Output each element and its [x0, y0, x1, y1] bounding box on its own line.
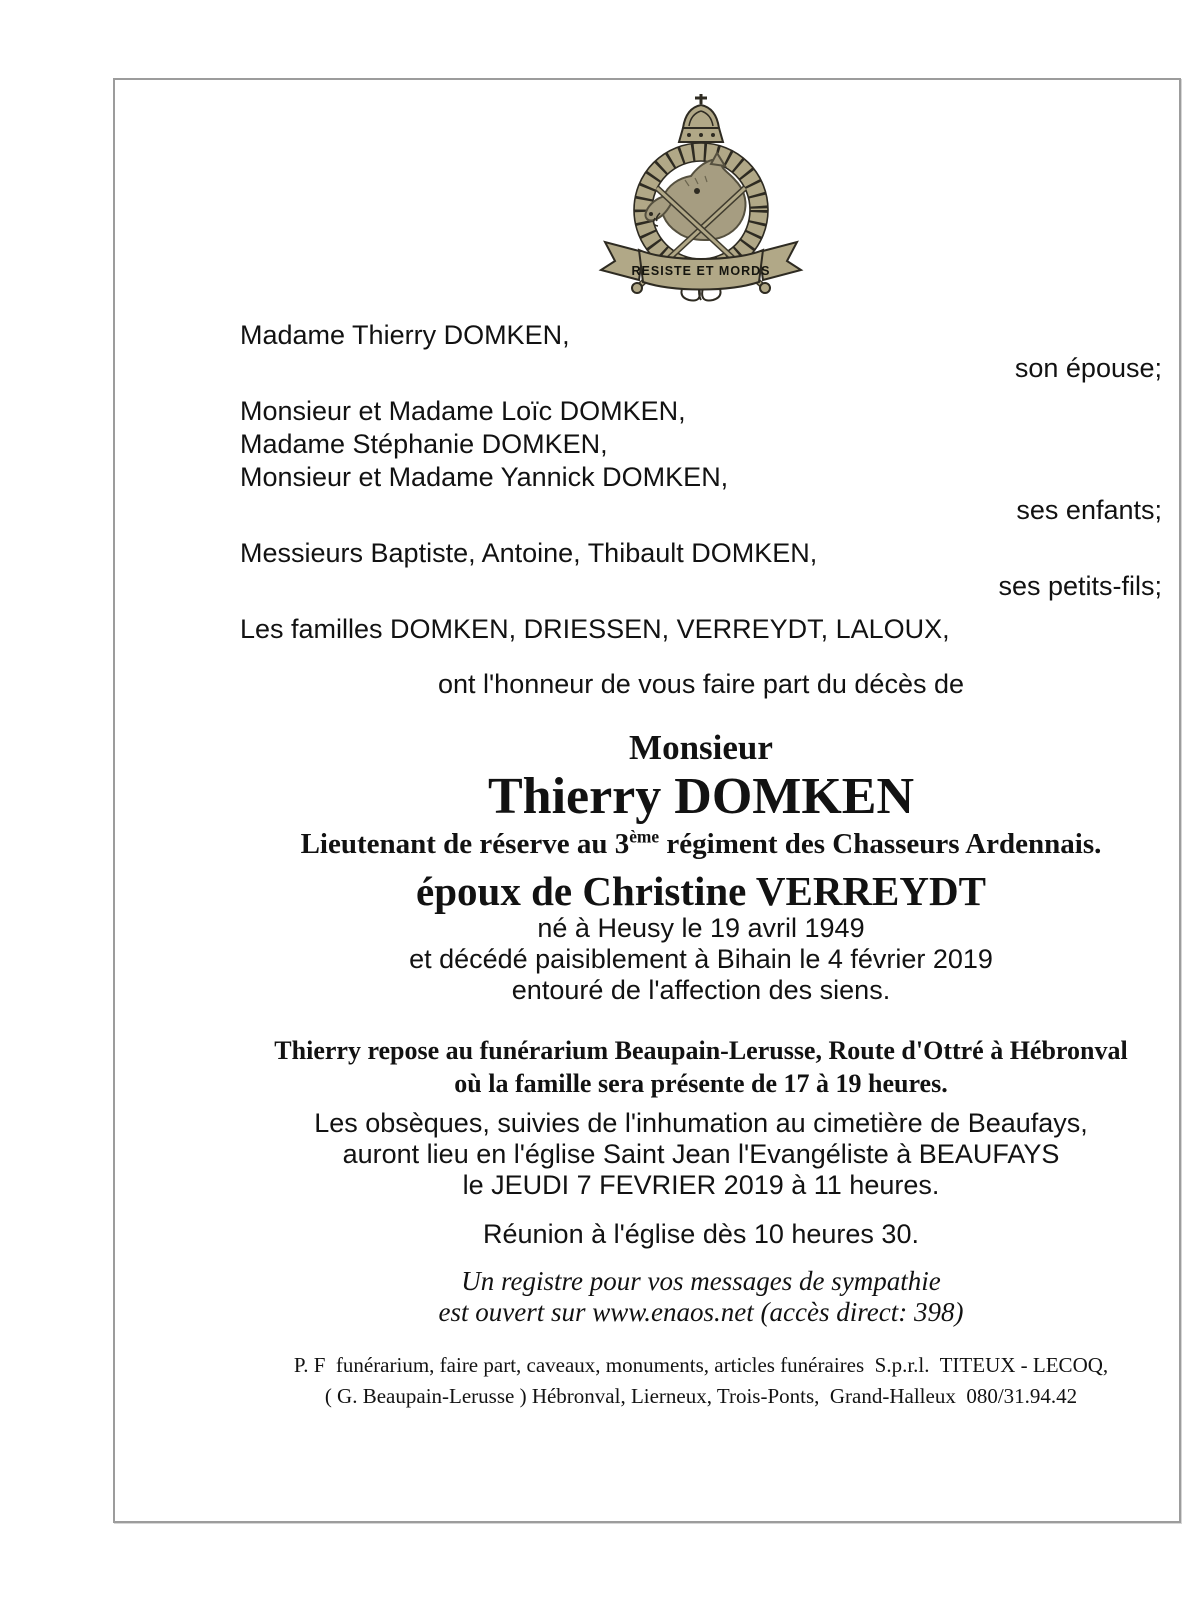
rank-line: [240, 825, 1162, 863]
relative-spouse: Madame Thierry DOMKEN,: [240, 320, 570, 350]
birth-line: né à Heusy le 19 avril 1949: [537, 913, 865, 943]
footer-line-2: ( G. Beaupain-Lerusse ) Hébronval, Lierneux, Trois-Ponts, Grand-Halleux 080/31.94.42: [324, 1384, 1078, 1408]
register-line-2: est ouvert sur www.enaos.net (accès direct: 398): [438, 1297, 964, 1327]
death-line: et décédé paisiblement à Bihain le 4 février 2019: [409, 944, 993, 974]
relative-child-1: Monsieur et Madame Loïc DOMKEN,: [240, 396, 686, 426]
rank-prefix: Lieutenant de réserve au 3: [300, 828, 630, 860]
relation-grandsons: ses petits-fils;: [998, 571, 1162, 601]
footer-line-1: P. F funérarium, faire part, caveaux, monuments, articles funéraires S.p.r.l. TITEUX - LECOQ,: [293, 1353, 1109, 1377]
visitation-line-1: Thierry repose au funérarium Beaupain-Lerusse, Route d'Ottré à Hébronval: [274, 1036, 1128, 1065]
relation-children: ses enfants;: [1016, 495, 1162, 525]
motto-ribbon: [601, 242, 801, 290]
rank-suffix: régiment des Chasseurs Ardennais.: [659, 828, 1102, 860]
relative-child-2: Madame Stéphanie DOMKEN,: [240, 429, 608, 459]
relative-families: Les familles DOMKEN, DRIESSEN, VERREYDT, LALOUX,: [240, 614, 950, 644]
register-line-1: Un registre pour vos messages de sympathie: [461, 1266, 941, 1296]
rank-superscript: ème: [629, 826, 660, 847]
motto-text: RESISTE ET MORDS: [631, 264, 771, 278]
funeral-line-1: Les obsèques, suivies de l'inhumation au cimetière de Beaufays,: [314, 1108, 1088, 1138]
funeral-line-2: auront lieu en l'église Saint Jean l'Evangéliste à BEAUFAYS: [342, 1139, 1060, 1169]
honorific: Monsieur: [629, 728, 773, 767]
funeral-line-3: le JEUDI 7 FEVRIER 2019 à 11 heures.: [462, 1170, 940, 1200]
spouse-of-line: époux de Christine VERREYDT: [416, 868, 986, 914]
page-content: [240, 80, 1162, 1412]
relation-spouse: son épouse;: [1014, 353, 1162, 383]
page-border-frame: [113, 78, 1181, 1523]
deceased-name: Thierry DOMKEN: [487, 768, 915, 825]
emblem-wrap: [240, 92, 1162, 307]
closing-line: entouré de l'affection des siens.: [511, 975, 891, 1005]
chasseurs-ardennais-insignia: [585, 92, 817, 302]
crown-icon: [679, 94, 723, 142]
meeting-line: Réunion à l'église dès 10 heures 30.: [483, 1219, 919, 1249]
relative-child-3: Monsieur et Madame Yannick DOMKEN,: [240, 462, 729, 492]
intro-line: ont l'honneur de vous faire part du décès de: [437, 669, 964, 699]
relative-grandsons: Messieurs Baptiste, Antoine, Thibault DOMKEN,: [240, 538, 818, 568]
visitation-line-2: où la famille sera présente de 17 à 19 heures.: [454, 1069, 948, 1098]
